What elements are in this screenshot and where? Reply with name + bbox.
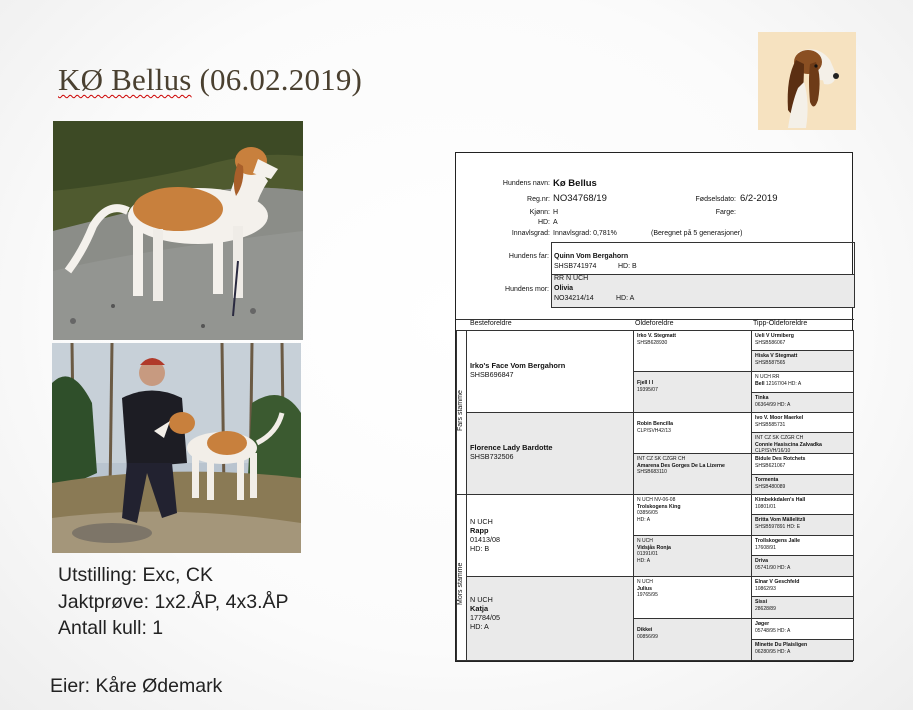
- inbreeding-note: (Beregnet på 5 generasjoner): [651, 230, 743, 237]
- gggp-hd: HD: A: [777, 564, 791, 571]
- ggp-title: INT CZ SK CZGR CH: [637, 456, 686, 462]
- gggp-name: Connie Hasiscina Zalvadka: [755, 441, 822, 448]
- grandparent-cell: [466, 412, 634, 495]
- grandparent-name: Rapp: [470, 526, 489, 535]
- gggp-cell: [751, 535, 854, 556]
- dam-name: Olivia: [554, 285, 574, 292]
- gggp-name: Ivo V. Moor Maerkel: [755, 415, 804, 421]
- ggp-name: Irko V. Stegmatt: [637, 333, 677, 339]
- ggp-name: Dikkei: [637, 627, 653, 633]
- litter-count: Antall kull: 1: [58, 617, 164, 639]
- dam-hd: HD: A: [616, 295, 635, 302]
- gggp-cell: [751, 576, 854, 597]
- ggp-name: Vidsjås Ronja: [637, 544, 671, 551]
- gggp-name: Sissi: [755, 599, 768, 605]
- grandparent-reg: SHSB732506: [470, 452, 514, 461]
- grandparent-cell: [466, 576, 634, 661]
- gggp-reg: 10801/01: [755, 503, 776, 510]
- sire-reg: SHSB741974: [554, 263, 597, 270]
- gggp-name: Bell: [755, 380, 765, 387]
- gggp-cell: [751, 392, 854, 413]
- gggp-cell: [751, 618, 854, 640]
- ggp-name: Fjell I I: [637, 380, 654, 386]
- date-of-birth: 6/2-2019: [740, 193, 778, 204]
- gggp-cell: [751, 514, 854, 536]
- great-grandparent-cell: [633, 453, 752, 495]
- ggp-reg: CLP/SVH42/13: [637, 427, 671, 434]
- gggp-hd: HD: A: [777, 648, 791, 655]
- gggp-name: Jøger: [755, 621, 770, 627]
- gggp-name: Driva: [755, 558, 768, 564]
- gggp-hd: HD: A: [788, 380, 802, 387]
- gggp-reg: 05748/95: [755, 627, 776, 634]
- gggp-reg: 10862/93: [755, 585, 776, 592]
- ggp-title: N UCH: [637, 579, 653, 585]
- grandparent-cell: [466, 330, 634, 413]
- gggp-name: Trollskogens Jalle: [755, 538, 800, 544]
- grandparent-name: Florence Lady Bardotte: [470, 443, 553, 452]
- ggp-reg: 19395/07: [637, 386, 658, 393]
- ggp-reg: SHSB683110: [637, 469, 667, 475]
- ggp-title: N UCH: [637, 538, 653, 544]
- ggp-hd: HD: A: [637, 557, 651, 564]
- grandparent-name: Katja: [470, 604, 489, 613]
- ggp-name: Julius: [637, 585, 652, 592]
- sex-label: Kjønn:: [529, 209, 550, 216]
- grandparent-reg: 17784/05: [470, 613, 500, 622]
- gggp-cell: [751, 432, 854, 454]
- gggp-reg: 28628/89: [755, 605, 776, 612]
- pedigree-certificate: [455, 152, 853, 662]
- sire-label: Hundens far:: [508, 253, 549, 260]
- ggp-reg: 03856/05: [637, 510, 658, 516]
- gggp-cell: [751, 350, 854, 372]
- gggp-cell: [751, 453, 854, 475]
- gggp-reg: 12167/04: [765, 380, 787, 387]
- gggp-name: Hiska V Stegmatt: [755, 353, 798, 359]
- dam-titles: RR N UCH: [554, 275, 589, 282]
- achievements: [58, 562, 289, 642]
- grandparent-reg: 01413/08: [470, 535, 500, 544]
- club-logo: [758, 32, 856, 130]
- ggp-title: N UCH NV-06-08: [637, 497, 676, 503]
- sex: H: [553, 209, 559, 216]
- gggp-title: N UCH RR: [755, 374, 780, 380]
- ggp-name: Robin Bencilla: [637, 421, 674, 427]
- inbreeding-label: Innavlsgrad:: [511, 230, 550, 237]
- gggp-reg: SHSB621067: [755, 462, 786, 469]
- grandparent-hd: HD: B: [470, 544, 490, 553]
- dog-photo-road: [53, 121, 303, 340]
- show-result: Utstilling: Exc, CK: [58, 564, 213, 586]
- gggp-reg: SHSB480089: [755, 483, 786, 490]
- gggp-reg: CLP/SVH/16/10: [755, 448, 791, 454]
- dam-reg: NO34214/14: [554, 295, 594, 302]
- grandparent-title: N UCH: [470, 595, 493, 604]
- great-grandparent-cell: [633, 535, 752, 577]
- great-grandparent-cell: [633, 618, 752, 661]
- grandparent-name: Irko's Face Vom Bergahorn: [470, 361, 566, 370]
- sire-name: Quinn Vom Bergahorn: [554, 253, 629, 260]
- gggp-name: Tinka: [755, 395, 769, 401]
- gggp-name: Tormenta: [755, 477, 779, 483]
- hd-value: A: [553, 219, 558, 226]
- dam-label: Hundens mor:: [505, 286, 549, 293]
- ggp-hd: HD: A: [637, 516, 651, 523]
- owner-with-dog-photo: [52, 343, 301, 553]
- page-title: [58, 62, 362, 98]
- dam-box: [551, 274, 855, 308]
- col-grandparents: Besteforeldre: [470, 320, 512, 327]
- gggp-reg: SHSB587565: [755, 359, 786, 366]
- hunting-trial-result: Jaktprøve: 1x2.ÅP, 4x3.ÅP: [58, 590, 289, 613]
- great-grandparent-cell: [633, 371, 752, 413]
- gggp-hd: HD: A: [777, 627, 791, 634]
- ggp-name: Amarena Des Gorges De La Lizerne: [637, 462, 725, 469]
- dob-label: Fødselsdato:: [695, 196, 736, 203]
- gggp-title: INT CZ SK CZGR CH: [755, 435, 804, 441]
- reg-label: Reg.nr:: [527, 196, 550, 203]
- gggp-name: Kimbekkdalen's Hall: [755, 497, 806, 503]
- birth-date-title: (06.02.2019): [199, 62, 363, 97]
- gggp-cell: [751, 330, 854, 351]
- gggp-reg: 17608/91: [755, 544, 776, 551]
- ggp-reg: 19765/95: [637, 592, 658, 598]
- grandparent-title: N UCH: [470, 517, 493, 526]
- gggp-cell: [751, 371, 854, 393]
- gggp-cell: [751, 474, 854, 495]
- grandparent-cell: [466, 494, 634, 577]
- gggp-cell: [751, 555, 854, 577]
- col-great-grandparents: Oldeforeldre: [635, 320, 674, 327]
- sire-hd: HD: B: [618, 263, 637, 270]
- gggp-reg: SHSB586067: [755, 339, 786, 346]
- sire-lineage-label: Fars stamme: [457, 390, 464, 431]
- gggp-cell: [751, 596, 854, 619]
- dog-name-title: KØ Bellus: [58, 62, 192, 97]
- gggp-cell: [751, 412, 854, 433]
- gggp-reg: 06364/99: [755, 401, 776, 408]
- gggp-name: Bidule Des Rotchets: [755, 456, 806, 462]
- color-label: Farge:: [715, 209, 736, 216]
- gggp-name: Minette Du Plaisligen: [755, 642, 808, 648]
- gggp-reg: 06280/95: [755, 648, 776, 655]
- gggp-hd: HD: E: [786, 523, 801, 530]
- gggp-hd: HD: A: [777, 401, 791, 408]
- gggp-cell: [751, 494, 854, 515]
- name-label: Hundens navn:: [502, 180, 550, 187]
- great-grandparent-cell: [633, 330, 752, 372]
- gggp-name: Elnar V Geschfeld: [755, 579, 800, 585]
- ggp-reg: 00856/99: [637, 633, 658, 640]
- gggp-reg: SHSB597891: [755, 523, 786, 530]
- grandparent-reg: SHSB696847: [470, 370, 514, 379]
- gggp-name: Ueli V Urmiberg: [755, 333, 794, 339]
- ggp-reg: 01391/01: [637, 551, 658, 557]
- gggp-reg: SHSB585731: [755, 421, 786, 428]
- gggp-cell: [751, 639, 854, 661]
- grandparent-hd: HD: A: [470, 622, 489, 631]
- great-grandparent-cell: [633, 412, 752, 454]
- hd-label: HD:: [537, 219, 550, 226]
- gggp-reg: 05741/90: [755, 564, 776, 571]
- ggp-reg: SHSB628930: [637, 339, 668, 346]
- great-grandparent-cell: [633, 494, 752, 536]
- owner: Eier: Kåre Ødemark: [50, 675, 223, 697]
- col-great-great-grandparents: Tipp-Oldeforeldre: [753, 320, 808, 327]
- great-grandparent-cell: [633, 576, 752, 619]
- dam-lineage-label: Mors stamme: [457, 562, 464, 605]
- inbreeding-value: Innavlsgrad: 0,781%: [553, 230, 617, 237]
- ggp-name: Trolskogens King: [637, 503, 681, 510]
- gggp-name: Britta Vom Mällelitzli: [755, 517, 806, 523]
- dog-name: Kø Bellus: [553, 178, 597, 189]
- reg-number: NO34768/19: [553, 193, 607, 204]
